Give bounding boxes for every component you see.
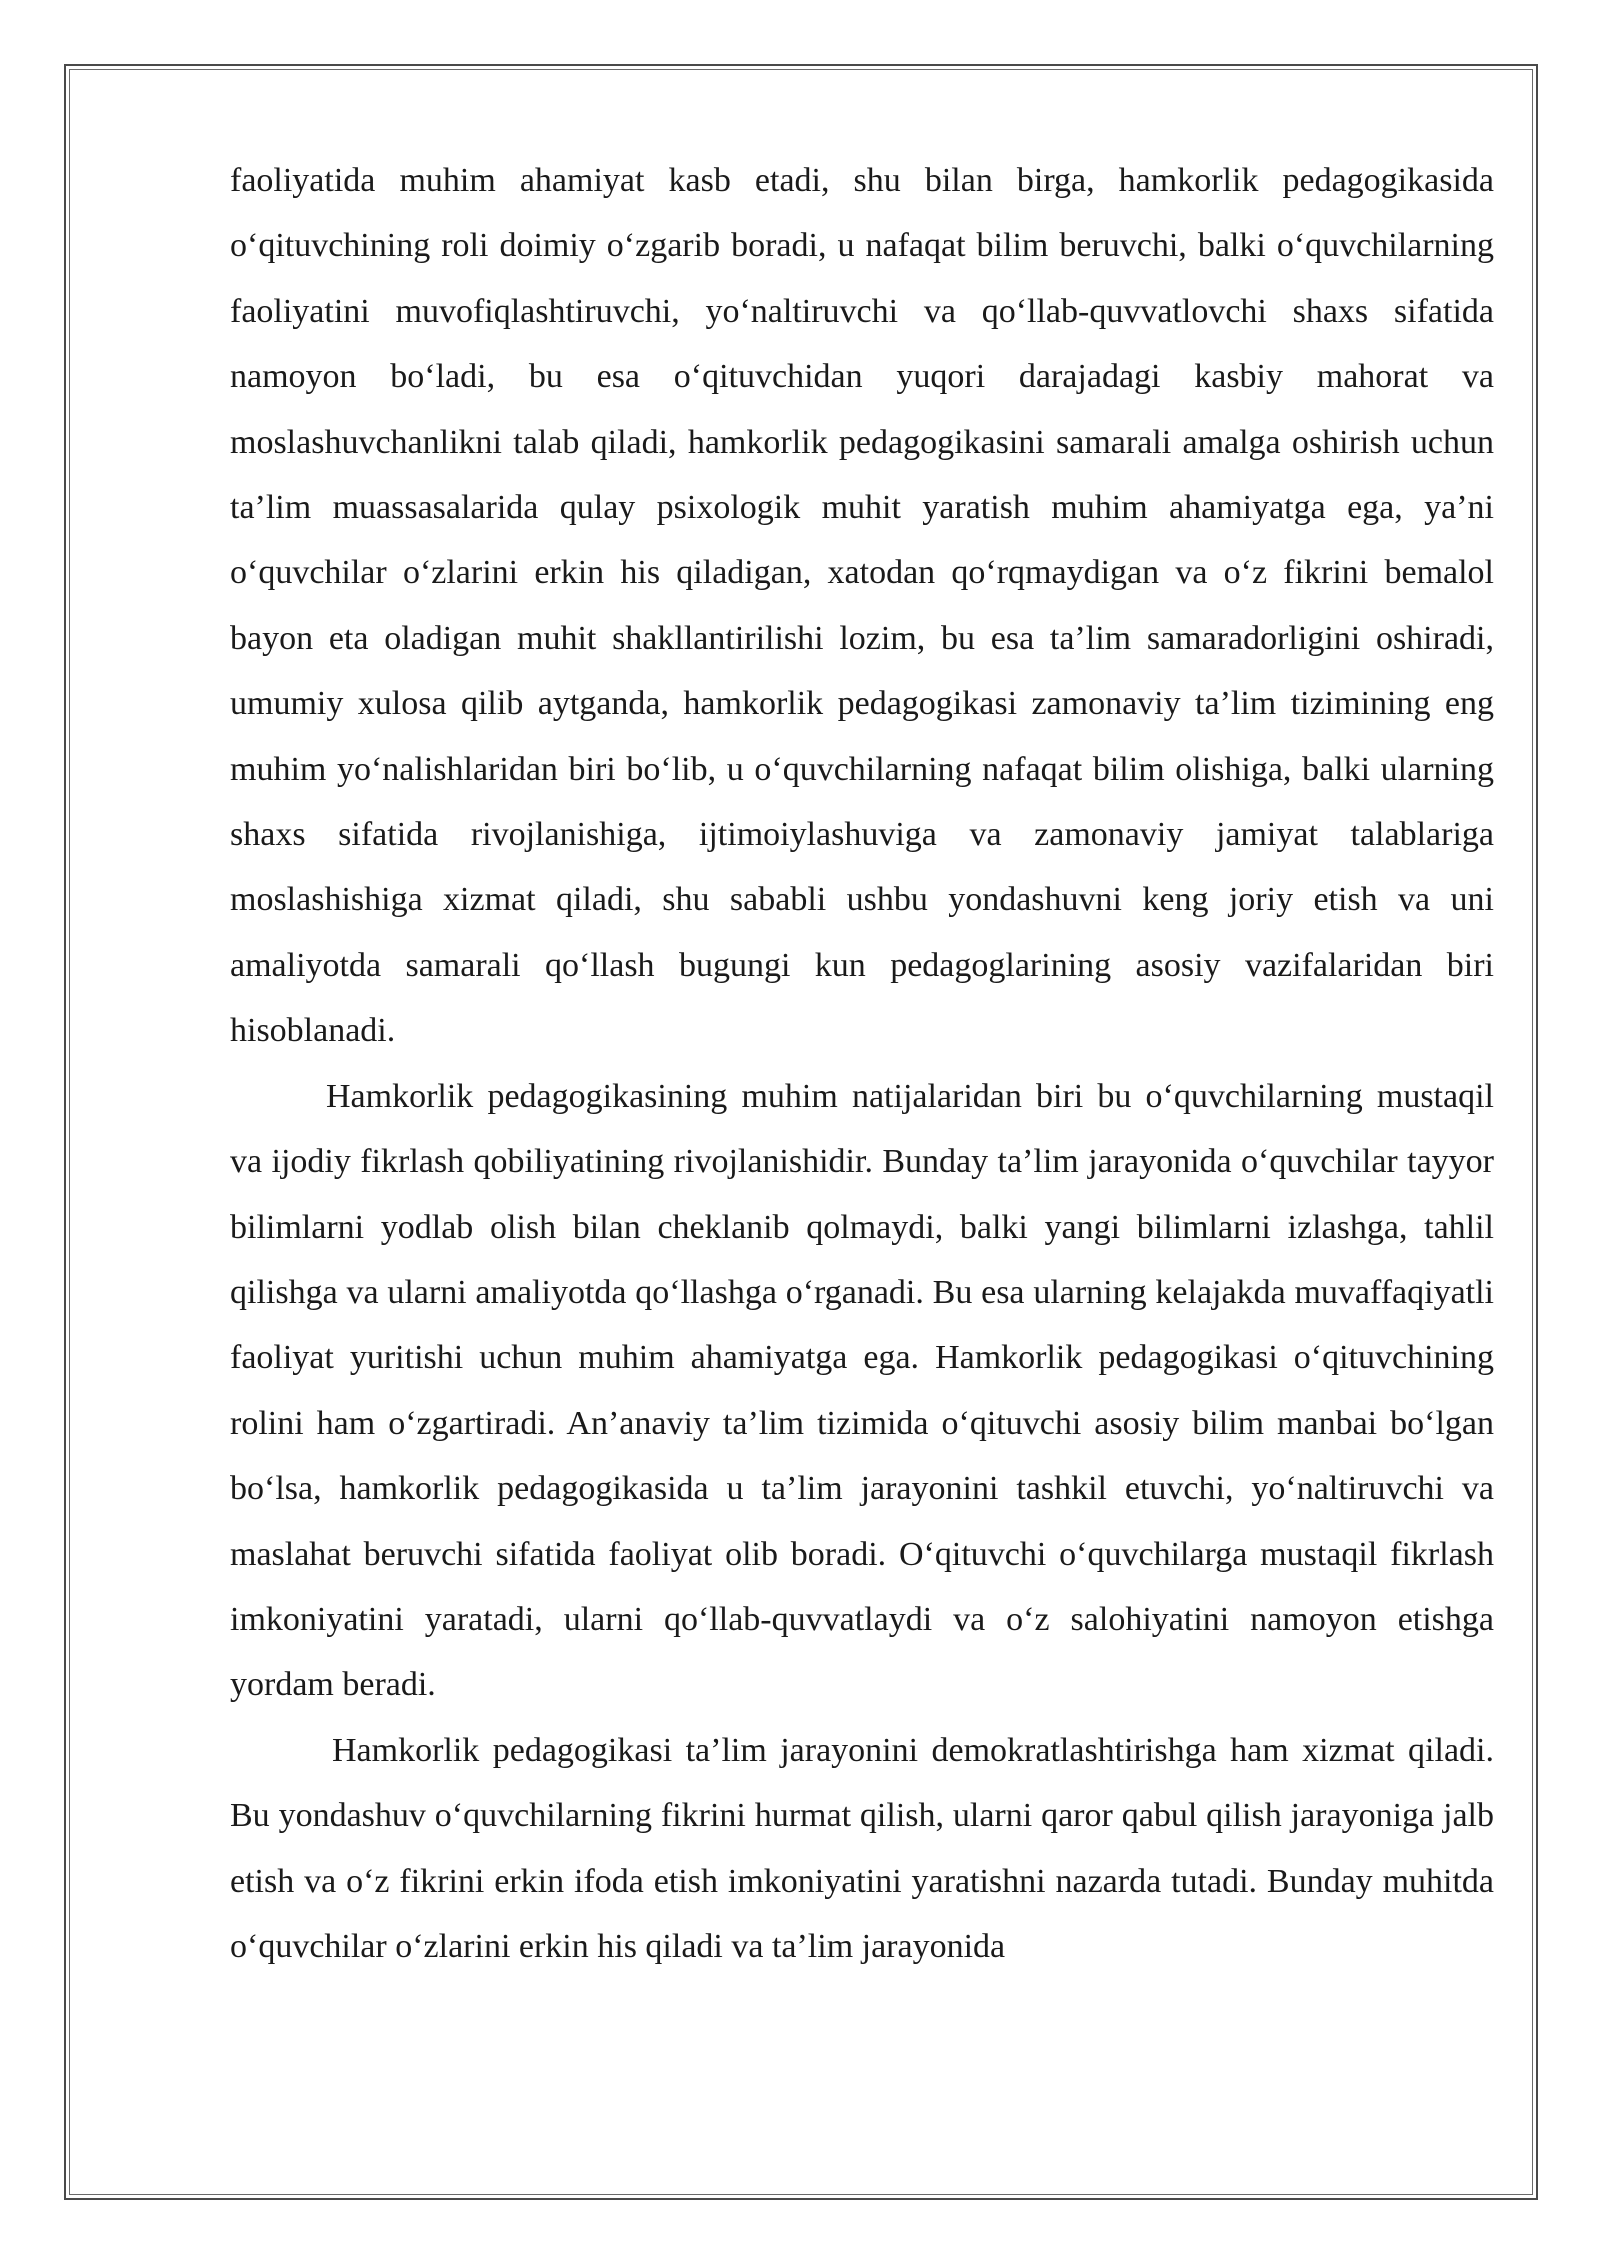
paragraph-continuation: faoliyatida muhim ahamiyat kasb etadi, shu bilan birga, hamkorlik pedagogikasida o‘qituvchining roli doimiy o‘zgarib boradi, u nafaqat bilim beruvchi, balki o‘quvchilarning faoliyatini muvofiqlashtiruvchi, yo‘naltiruvchi va qo‘llab-quvvatlovchi shaxs sifatida namoyon bo‘ladi, bu esa o‘qituvchidan yuqori darajadagi kasbiy mahorat va moslashuvchanlikni talab qiladi, hamkorlik pedagogikasini samarali amalga oshirish uchun ta’lim muassasalarida qulay psixologik muhit yaratish muhim ahamiyatga ega, ya’ni o‘quvchilar o‘zlarini erkin his qiladigan, xatodan qo‘rqmaydigan va o‘z fikrini bemalol bayon eta oladigan muhit shakllantirilishi lozim, bu esa ta’lim samaradorligini oshiradi, umumiy xulosa qilib aytganda, hamkorlik pedagogikasi zamonaviy ta’lim tizimining eng muhim yo‘nalishlaridan biri bo‘lib, u o‘quvchilarning nafaqat bilim olishiga, balki ularning shaxs sifatida rivojlanishiga, ijtimoiylashuviga va zamonaviy jamiyat talablariga moslashishiga xizmat qiladi, shu sababli ushbu yondashuvni keng joriy etish va uni amaliyotda samarali qo‘llash bugungi kun pedagoglarining asosiy vazifalaridan biri hisoblanadi. [230, 162, 1494, 1050]
document-body [230, 148, 1494, 1979]
paragraph-collaboration-results: Hamkorlik pedagogikasining muhim natijalaridan biri bu o‘quvchilarning mustaqil va ijodiy fikrlash qobiliyatining rivojlanishidir. Bunday ta’lim jarayonida o‘quvchilar tayyor bilimlarni yodlab olish bilan cheklanib qolmaydi, balki yangi bilimlarni izlashga, tahlil qilishga va ularni amaliyotda qo‘llashga o‘rganadi. Bu esa ularning kelajakda muvaffaqiyatli faoliyat yuritishi uchun muhim ahamiyatga ega. Hamkorlik pedagogikasi o‘qituvchining rolini ham o‘zgartiradi. An’anaviy ta’lim tizimida o‘qituvchi asosiy bilim manbai bo‘lgan bo‘lsa, hamkorlik pedagogikasida u ta’lim jarayonini tashkil etuvchi, yo‘naltiruvchi va maslahat beruvchi sifatida faoliyat olib boradi. O‘qituvchi o‘quvchilarga mustaqil fikrlash imkoniyatini yaratadi, ularni qo‘llab-quvvatlaydi va o‘z salohiyatini namoyon etishga yordam beradi. [230, 1077, 1494, 1704]
paragraph-democratization: Hamkorlik pedagogikasi ta’lim jarayonini demokratlashtirishga ham xizmat qiladi. Bu yondashuv o‘quvchilarning fikrini hurmat qilish, ularni qaror qabul qilish jarayoniga jalb etish va o‘z fikrini erkin ifoda etish imkoniyatini yaratishni nazarda tutadi. Bunday muhitda o‘quvchilar o‘zlarini erkin his qiladi va ta’lim jarayonida [230, 1731, 1494, 1965]
